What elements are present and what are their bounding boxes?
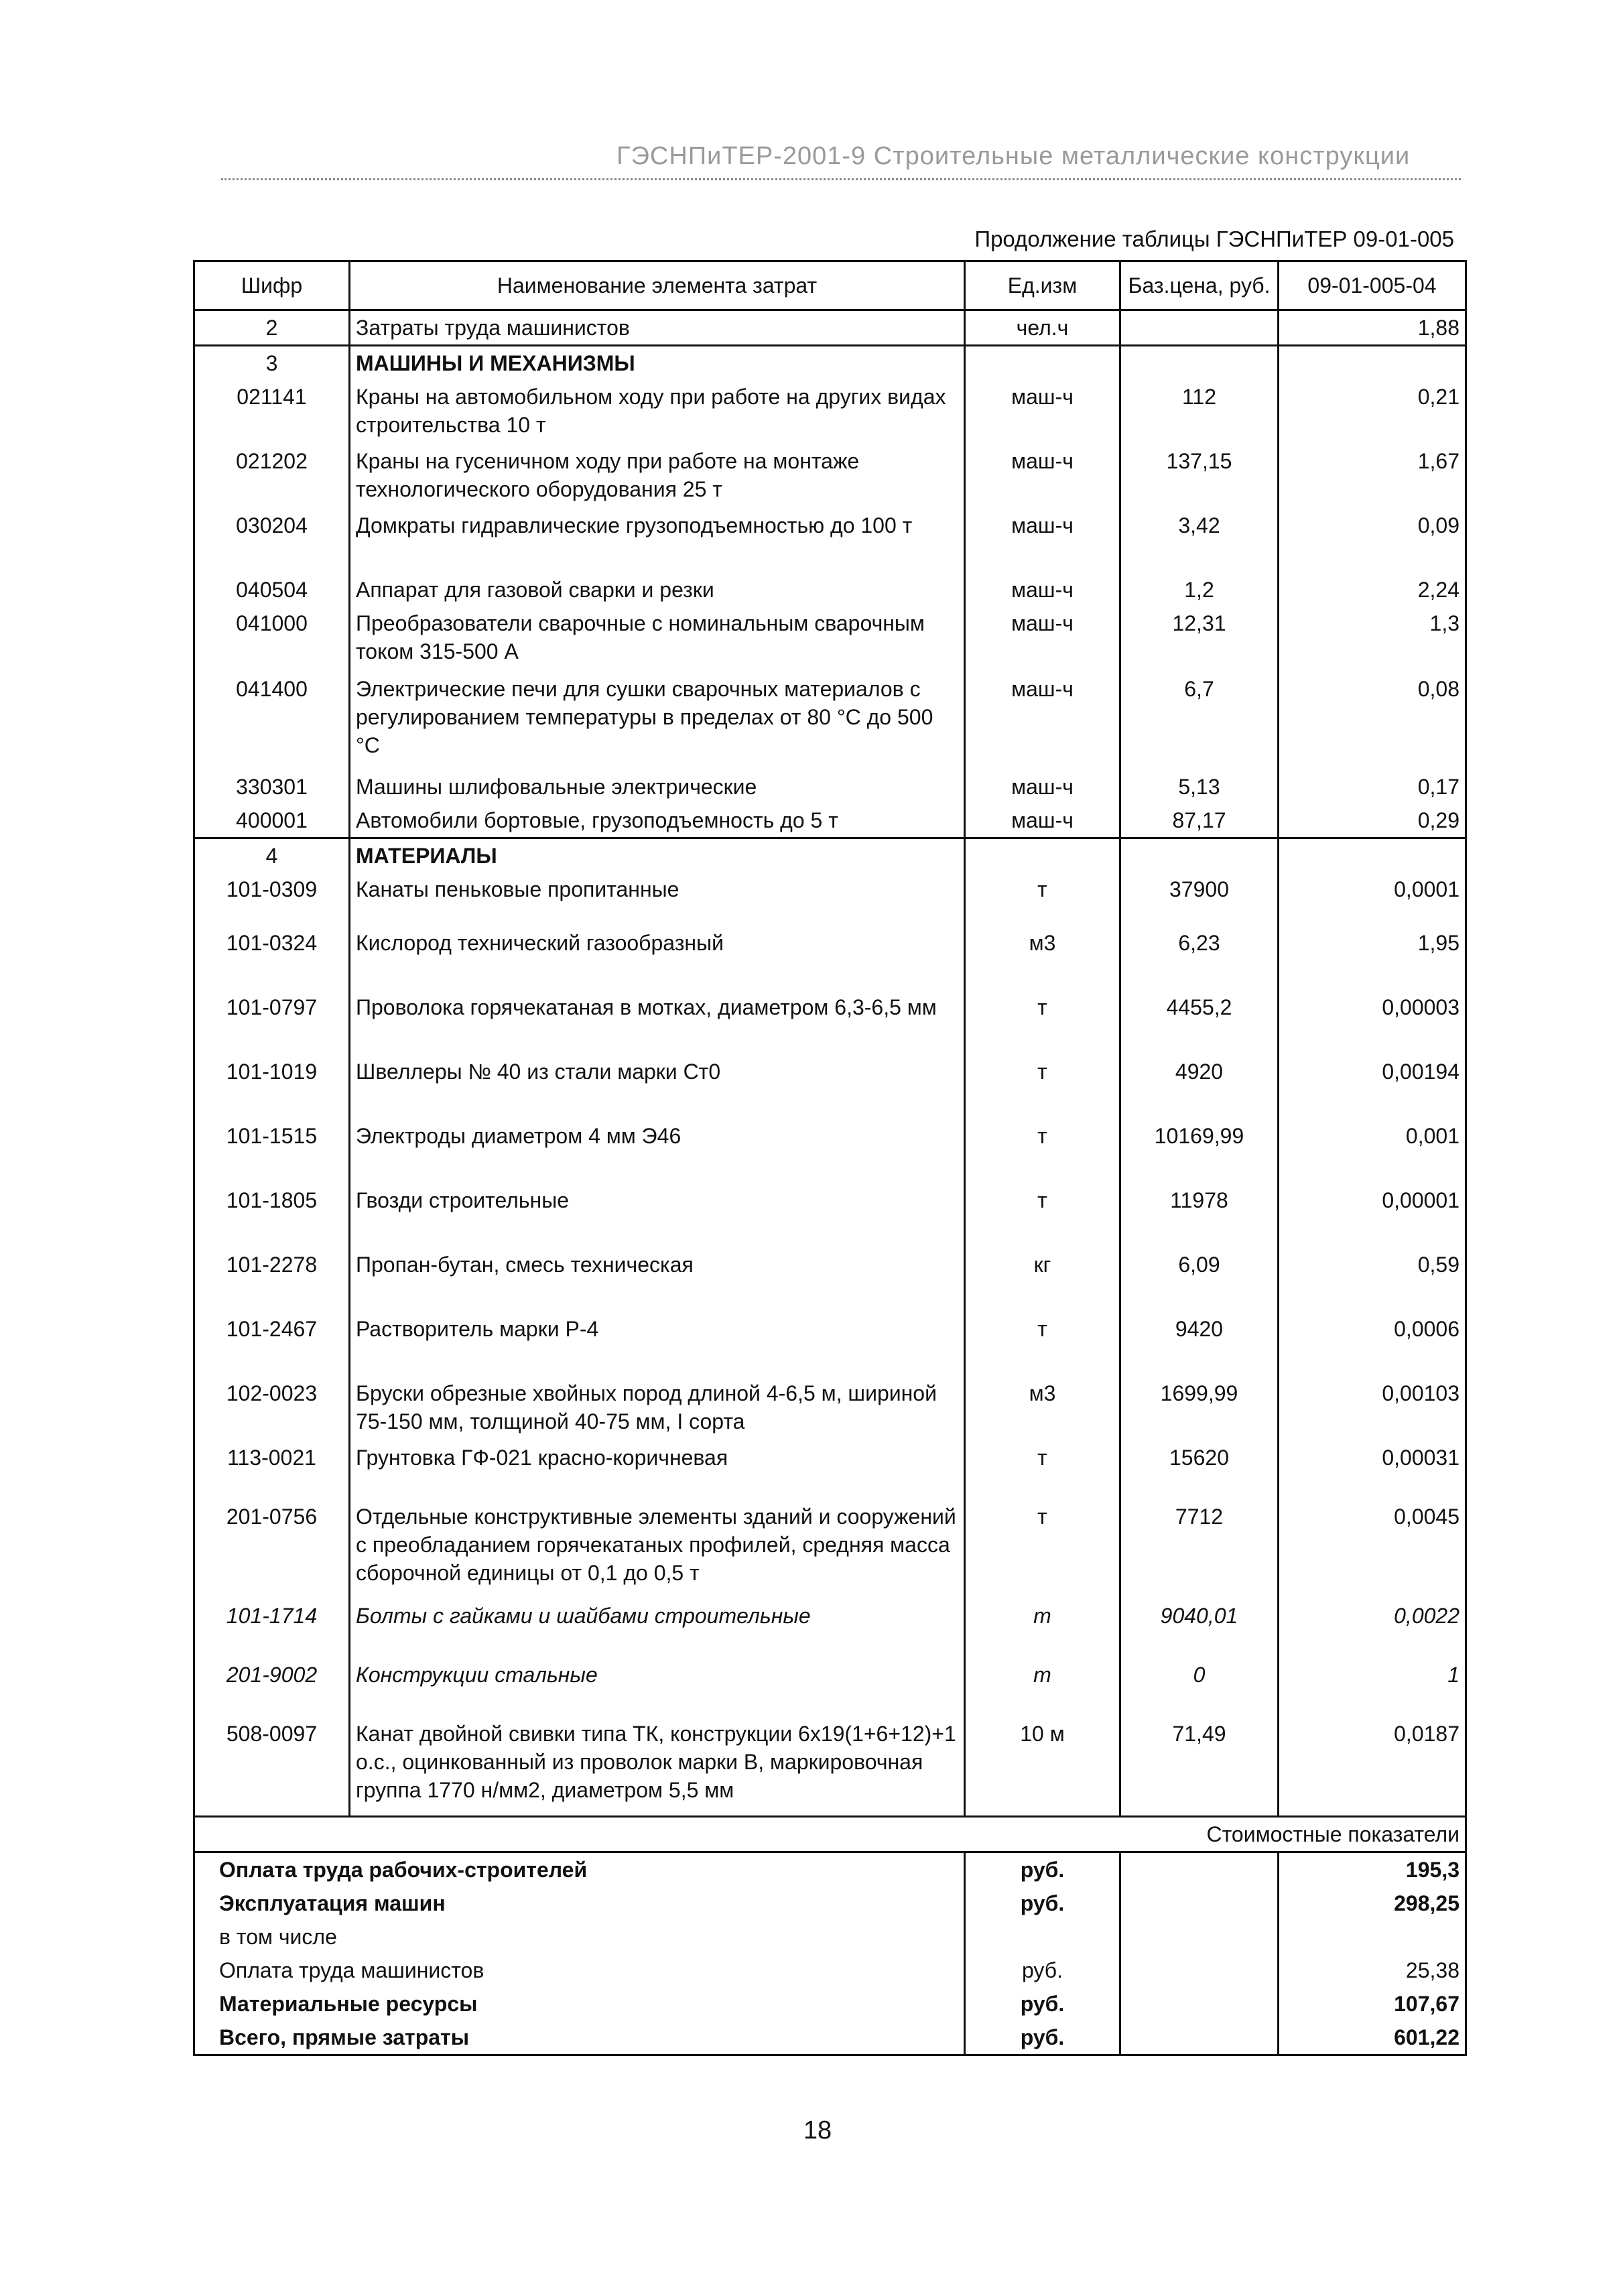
cost-row — [194, 2021, 1466, 2055]
row-value: 0,001 — [1279, 1119, 1466, 1184]
table-row — [194, 1717, 1466, 1816]
section-row — [194, 346, 1466, 381]
cost-empty — [1120, 1887, 1279, 1920]
row-code: 101-1515 — [194, 1119, 350, 1184]
row-unit: маш-ч — [965, 770, 1120, 804]
row-name: Растворитель марки Р-4 — [350, 1312, 965, 1377]
row-unit: маш-ч — [965, 607, 1120, 672]
row-code: 101-0324 — [194, 926, 350, 991]
row-price: 1,2 — [1120, 573, 1279, 607]
row-price: 4920 — [1120, 1055, 1279, 1119]
row-code: 101-0797 — [194, 991, 350, 1055]
row-unit: т — [965, 873, 1120, 926]
table-row — [194, 804, 1466, 838]
row-code: 101-0309 — [194, 873, 350, 926]
row-unit: кг — [965, 1248, 1120, 1312]
row-value: 0,00103 — [1279, 1377, 1466, 1441]
row-value: 0,0001 — [1279, 873, 1466, 926]
row-unit: т — [965, 1184, 1120, 1248]
cost-unit: руб. — [965, 1887, 1120, 1920]
table-row — [194, 1055, 1466, 1119]
header-value: 09-01-005-04 — [1279, 261, 1466, 310]
row-unit: м3 — [965, 926, 1120, 991]
cost-value — [1279, 1920, 1466, 1954]
cost-value: 195,3 — [1279, 1852, 1466, 1887]
row-price: 112 — [1120, 380, 1279, 444]
table-row — [194, 1184, 1466, 1248]
row-code: 113-0021 — [194, 1441, 350, 1500]
row-unit: т — [965, 991, 1120, 1055]
row-price: 6,23 — [1120, 926, 1279, 991]
row-unit: маш-ч — [965, 444, 1120, 509]
table-row — [194, 1377, 1466, 1441]
cost-empty — [1120, 1954, 1279, 1987]
cost-row — [194, 1852, 1466, 1887]
row-code: 021202 — [194, 444, 350, 509]
row-price — [1120, 346, 1279, 381]
row-unit: т — [965, 1441, 1120, 1500]
table-row — [194, 1500, 1466, 1599]
row-price: 137,15 — [1120, 444, 1279, 509]
cost-empty — [1120, 2021, 1279, 2055]
row-price — [1120, 838, 1279, 873]
row-unit: т — [965, 1658, 1120, 1717]
row-value — [1279, 346, 1466, 381]
header-price: Баз.цена, руб. — [1120, 261, 1279, 310]
row-name: Кислород технический газообразный — [350, 926, 965, 991]
row-code: 400001 — [194, 804, 350, 838]
row-value: 0,0045 — [1279, 1500, 1466, 1599]
row-value: 0,0006 — [1279, 1312, 1466, 1377]
row-unit: 10 м — [965, 1717, 1120, 1816]
row-unit: маш-ч — [965, 380, 1120, 444]
table-caption: Продолжение таблицы ГЭСНПиТЕР 09-01-005 — [974, 227, 1454, 251]
row-name: Домкраты гидравлические грузоподъемностью до 100 т — [350, 509, 965, 573]
row-unit: т — [965, 1119, 1120, 1184]
table-row — [194, 1248, 1466, 1312]
header-name: Наименование элемента затрат — [350, 261, 965, 310]
row-value: 0,29 — [1279, 804, 1466, 838]
row-price: 6,7 — [1120, 672, 1279, 770]
row-unit: т — [965, 1500, 1120, 1599]
row-code: 030204 — [194, 509, 350, 573]
row-value: 0,0187 — [1279, 1717, 1466, 1816]
row-name: Бруски обрезные хвойных пород длиной 4-6,5 м, шириной 75-150 мм, толщиной 40-75 мм, I сорта — [350, 1377, 965, 1441]
table-row — [194, 1441, 1466, 1500]
row-value: 0,59 — [1279, 1248, 1466, 1312]
row-code: 201-9002 — [194, 1658, 350, 1717]
row-price: 12,31 — [1120, 607, 1279, 672]
row-name: Краны на гусеничном ходу при работе на монтаже технологического оборудования 25 т — [350, 444, 965, 509]
table-row — [194, 1658, 1466, 1717]
row-name: Канат двойной свивки типа ТК, конструкции 6х19(1+6+12)+1 о.с., оцинкованный из проволок марки В, маркировочная группа 1770 н/мм2, диаметром 5,5 мм — [350, 1717, 965, 1816]
row-unit: маш-ч — [965, 509, 1120, 573]
cost-row — [194, 1920, 1466, 1954]
row-value: 2,24 — [1279, 573, 1466, 607]
section-row — [194, 838, 1466, 873]
section-title: МАШИНЫ И МЕХАНИЗМЫ — [350, 346, 965, 381]
cost-name: Всего, прямые затраты — [194, 2021, 965, 2055]
row-value: 0,17 — [1279, 770, 1466, 804]
cost-value: 601,22 — [1279, 2021, 1466, 2055]
row-unit — [965, 838, 1120, 873]
row-price: 3,42 — [1120, 509, 1279, 573]
table-row — [194, 444, 1466, 509]
row-unit: маш-ч — [965, 573, 1120, 607]
row-price: 1699,99 — [1120, 1377, 1279, 1441]
table-row — [194, 310, 1466, 346]
cost-empty — [1120, 1852, 1279, 1887]
row-value: 0,00031 — [1279, 1441, 1466, 1500]
row-name: Конструкции стальные — [350, 1658, 965, 1717]
table-row — [194, 380, 1466, 444]
row-name: Краны на автомобильном ходу при работе на других видах строительства 10 т — [350, 380, 965, 444]
cost-value: 298,25 — [1279, 1887, 1466, 1920]
running-header: ГЭСНПиТЕР-2001-9 Строительные металлические конструкции — [616, 142, 1411, 170]
row-name: Аппарат для газовой сварки и резки — [350, 573, 965, 607]
row-code: 101-1714 — [194, 1599, 350, 1658]
table-header-row — [194, 261, 1466, 310]
row-code: 041400 — [194, 672, 350, 770]
header-rule — [221, 178, 1461, 180]
cost-unit: руб. — [965, 2021, 1120, 2055]
table-row — [194, 509, 1466, 573]
row-code: 101-2278 — [194, 1248, 350, 1312]
row-code: 2 — [194, 310, 350, 346]
cost-unit: руб. — [965, 1852, 1120, 1887]
row-name: Затраты труда машинистов — [350, 310, 965, 346]
row-unit: маш-ч — [965, 804, 1120, 838]
row-value: 0,00001 — [1279, 1184, 1466, 1248]
row-code: 201-0756 — [194, 1500, 350, 1599]
table-row — [194, 991, 1466, 1055]
cost-name: Оплата труда машинистов — [194, 1954, 965, 1987]
row-code: 101-2467 — [194, 1312, 350, 1377]
cost-row — [194, 1987, 1466, 2021]
row-value: 0,09 — [1279, 509, 1466, 573]
table-row — [194, 770, 1466, 804]
cost-unit: руб. — [965, 1987, 1120, 2021]
header-unit: Ед.изм — [965, 261, 1120, 310]
row-value: 1,95 — [1279, 926, 1466, 991]
row-name: Грунтовка ГФ-021 красно-коричневая — [350, 1441, 965, 1500]
row-value — [1279, 838, 1466, 873]
row-unit: т — [965, 1312, 1120, 1377]
row-code: 041000 — [194, 607, 350, 672]
row-name: Преобразователи сварочные с номинальным сварочным током 315-500 А — [350, 607, 965, 672]
page-number: 18 — [803, 2116, 832, 2145]
row-code: 3 — [194, 346, 350, 381]
cost-empty — [1120, 1920, 1279, 1954]
row-name: Канаты пеньковые пропитанные — [350, 873, 965, 926]
row-value: 0,00003 — [1279, 991, 1466, 1055]
section-title: МАТЕРИАЛЫ — [350, 838, 965, 873]
cost-empty — [1120, 1987, 1279, 2021]
row-price: 10169,99 — [1120, 1119, 1279, 1184]
cost-name: Материальные ресурсы — [194, 1987, 965, 2021]
cost-unit — [965, 1920, 1120, 1954]
row-name: Болты с гайками и шайбами строительные — [350, 1599, 965, 1658]
row-value: 0,00194 — [1279, 1055, 1466, 1119]
row-price: 6,09 — [1120, 1248, 1279, 1312]
row-value: 1 — [1279, 1658, 1466, 1717]
row-code: 101-1019 — [194, 1055, 350, 1119]
row-code: 021141 — [194, 380, 350, 444]
row-code: 508-0097 — [194, 1717, 350, 1816]
table-row — [194, 672, 1466, 770]
row-name: Пропан-бутан, смесь техническая — [350, 1248, 965, 1312]
row-price: 15620 — [1120, 1441, 1279, 1500]
cost-caption-row — [194, 1816, 1466, 1852]
table-row — [194, 1312, 1466, 1377]
resource-table — [193, 260, 1465, 2056]
row-name: Швеллеры № 40 из стали марки Ст0 — [350, 1055, 965, 1119]
row-unit: чел.ч — [965, 310, 1120, 346]
row-price: 0 — [1120, 1658, 1279, 1717]
cost-value: 25,38 — [1279, 1954, 1466, 1987]
table-row — [194, 1599, 1466, 1658]
row-price: 5,13 — [1120, 770, 1279, 804]
row-name: Электрические печи для сушки сварочных материалов с регулированием температуры в пределах от 80 °С до 500 °С — [350, 672, 965, 770]
table-row — [194, 607, 1466, 672]
row-code: 101-1805 — [194, 1184, 350, 1248]
row-price: 9420 — [1120, 1312, 1279, 1377]
header-code: Шифр — [194, 261, 350, 310]
row-value: 0,21 — [1279, 380, 1466, 444]
table-row — [194, 926, 1466, 991]
row-code: 102-0023 — [194, 1377, 350, 1441]
table-row — [194, 873, 1466, 926]
row-unit: маш-ч — [965, 672, 1120, 770]
row-price: 87,17 — [1120, 804, 1279, 838]
row-value: 0,08 — [1279, 672, 1466, 770]
row-name: Проволока горячекатаная в мотках, диаметром 6,3-6,5 мм — [350, 991, 965, 1055]
row-unit: м3 — [965, 1377, 1120, 1441]
row-name: Электроды диаметром 4 мм Э46 — [350, 1119, 965, 1184]
cost-value: 107,67 — [1279, 1987, 1466, 2021]
row-price: 11978 — [1120, 1184, 1279, 1248]
cost-caption: Стоимостные показатели — [194, 1816, 1466, 1852]
row-code: 040504 — [194, 573, 350, 607]
row-code: 4 — [194, 838, 350, 873]
cost-name: в том числе — [194, 1920, 965, 1954]
row-value: 1,67 — [1279, 444, 1466, 509]
row-code: 330301 — [194, 770, 350, 804]
table-row — [194, 573, 1466, 607]
row-name: Отдельные конструктивные элементы зданий и сооружений с преобладанием горячекатаных профилей, средняя масса сборочной единицы от 0,1 до 0,5 т — [350, 1500, 965, 1599]
row-name: Машины шлифовальные электрические — [350, 770, 965, 804]
row-value: 1,88 — [1279, 310, 1466, 346]
cost-row — [194, 1887, 1466, 1920]
row-unit: т — [965, 1055, 1120, 1119]
table-row — [194, 1119, 1466, 1184]
row-value: 0,0022 — [1279, 1599, 1466, 1658]
row-price: 7712 — [1120, 1500, 1279, 1599]
row-value: 1,3 — [1279, 607, 1466, 672]
row-price: 9040,01 — [1120, 1599, 1279, 1658]
cost-unit: руб. — [965, 1954, 1120, 1987]
row-unit — [965, 346, 1120, 381]
cost-row — [194, 1954, 1466, 1987]
row-name: Автомобили бортовые, грузоподъемность до 5 т — [350, 804, 965, 838]
row-name: Гвозди строительные — [350, 1184, 965, 1248]
row-price: 4455,2 — [1120, 991, 1279, 1055]
row-price — [1120, 310, 1279, 346]
row-price: 71,49 — [1120, 1717, 1279, 1816]
cost-name: Оплата труда рабочих-строителей — [194, 1852, 965, 1887]
row-price: 37900 — [1120, 873, 1279, 926]
row-unit: т — [965, 1599, 1120, 1658]
cost-name: Эксплуатация машин — [194, 1887, 965, 1920]
